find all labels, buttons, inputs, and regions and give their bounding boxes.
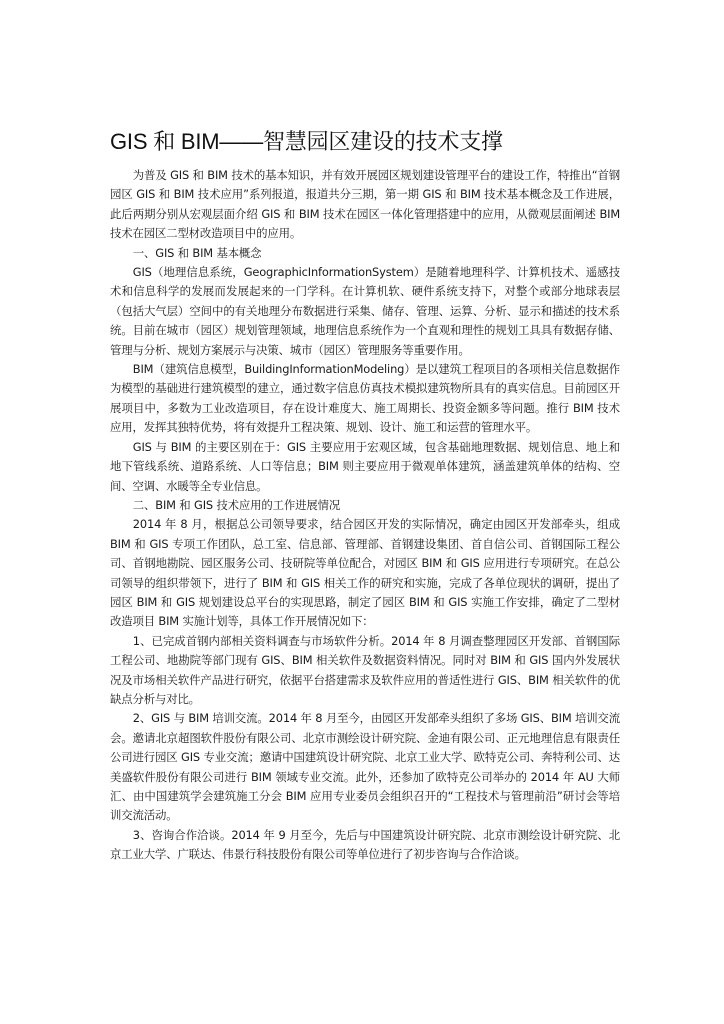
intro-paragraph: 为普及 GIS 和 BIM 技术的基本知识，并有效开展园区规划建设管理平台的建设工作，特推出“首钢园区 GIS 和 BIM 技术应用”系列报道，报道共分三期，第一期 GIS 和 BIM 技术基本概念及工作进展，此后两期分别从宏观层面介绍 GIS 和 BIM 技术在园区一体化管理搭建中的应用，从微观层面阐述 BIM 技术在园区二型材改造项目中的应用。: [110, 168, 620, 241]
progress-overview-paragraph: 2014 年 8 月，根据总公司领导要求，结合园区开发的实际情况，确定由园区开发部牵头，组成 BIM 和 GIS 专项工作团队，总工室、信息部、管理部、首钢建设集团、首自信公司、首钢国际工程公司、首钢地勘院、园区服务公司、技研院等单位配合，对园区 BIM 和 GIS 应用进行专项研究。在总公司领导的组织带领下，进行了 BIM 和 GIS 相关工作的研究和实施，完成了各单位现状的调研，提出了园区 BIM 和 GIS 规划建设总平台的实现思路，制定了园区 BIM 和 GIS 实施工作安排，确定了二型材改造项目 BIM 实施计划等，具体工作开展情况如下：: [110, 517, 620, 629]
section-heading-2: 二、BIM 和 GIS 技术应用的工作进展情况: [132, 497, 341, 512]
gis-definition-paragraph: GIS（地理信息系统，GeographicInformationSystem）是随着地理科学、计算机技术、遥感技术和信息科学的发展而发展起来的一门学科。在计算机软、硬件系统支持下，对整个或部分地球表层（包括大气层）空间中的有关地理分布数据进行采集、储存、管理、运算、分析、显示和描述的技术系统。目前在城市（园区）规划管理领域，地理信息系统作为一个直观和理性的规划工具具有数据存储、管理与分析、规划方案展示与决策、城市（园区）管理服务等重要作用。: [110, 265, 620, 357]
document-title: GIS 和 BIM——智慧园区建设的技术支撑: [110, 129, 503, 154]
progress-item-2: 2、GIS 与 BIM 培训交流。2014 年 8 月至今，由园区开发部牵头组织了多场 GIS、BIM 培训交流会。邀请北京超图软件股份有限公司、北京市测绘设计研究院、金迪有限公司、正元地理信息有限责任公司进行园区 GIS 专业交流；邀请中国建筑设计研究院、北京工业大学、欧特克公司、奔特利公司、达美盛软件股份有限公司进行 BIM 领域专业交流。此外，还参加了欧特克公司举办的 2014 年 AU 大师汇、由中国建筑学会建筑施工分会 BIM 应用专业委员会组织召开的“工程技术与管理前沿”研讨会等培训交流活动。: [110, 711, 620, 823]
bim-definition-paragraph: BIM（建筑信息模型，BuildingInformationModeling）是以建筑工程项目的各项相关信息数据作为模型的基础进行建筑模型的建立，通过数字信息仿真技术模拟建筑物所具有的真实信息。目前园区开展项目中，多数为工业改造项目，存在设计难度大、施工周期长、投资金额多等问题。推行 BIM 技术应用，发挥其独特优势，将有效提升工程决策、规划、设计、施工和运营的管理水平。: [110, 362, 620, 435]
progress-item-1: 1、已完成首钢内部相关资料调查与市场软件分析。2014 年 8 月调查整理园区开发部、首钢国际工程公司、地勘院等部门现有 GIS、BIM 相关软件及数据资料情况。同时对 BIM 和 GIS 国内外发展状况及市场相关软件产品进行研究，依据平台搭建需求及软件应用的普适性进行 GIS、BIM 相关软件的优缺点分析与对比。: [110, 633, 620, 706]
progress-item-3: 3、咨询合作洽谈。2014 年 9 月至今，先后与中国建筑设计研究院、北京市测绘设计研究院、北京工业大学、广联达、伟景行科技股份有限公司等单位进行了初步咨询与合作洽谈。: [110, 827, 620, 862]
section-heading-1: 一、GIS 和 BIM 基本概念: [132, 245, 262, 260]
document-page: [110, 126, 620, 865]
gis-bim-difference-paragraph: GIS 与 BIM 的主要区别在于：GIS 主要应用于宏观区域，包含基础地理数据、规划信息、地上和地下管线系统、道路系统、人口等信息；BIM 则主要应用于微观单体建筑，涵盖建筑单体的结构、空间、空调、水暖等全专业信息。: [110, 439, 620, 493]
document-body: [110, 166, 620, 865]
